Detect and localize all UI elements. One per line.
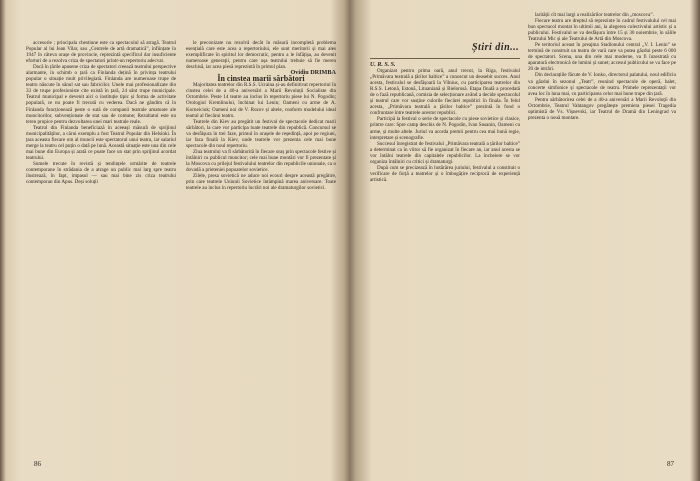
right-column-1 [370,62,520,183]
article-author: Ovidiu DRIMBA [290,69,336,77]
country-label: U. R. S. S. [370,62,396,68]
paragraph: Teatrele din Kiev au pregătit un festival de spectacole dedicat marii sărbători, la care vor participa toate teatrele din republică. Concursul se va desfășura în trei faze, primul în orașele de reședință, apoi pe regiuni, iar faza finală la Kiev, unde teatrele vor prezenta cele mai bune spectacole din noul repertoriu. [186,118,336,149]
paragraph: Organizat pentru prima oară, anul trecut, la Riga, festivalul „Primăvara teatrală a țărilor baltice” a cunoscut un deosebit succes. Anul acesta, festivalul se desfășoară la Vilnius, cu participarea teatrelor din R.S.S. Letonă, Estonă, Lituaniană și Bielorusă. Etapa finală a procedată de o fază republicană, comisia de selecționare având a decide spectacolul și teatrul care vor susține culorile fiecărei republici în finala. În felul acesta, „Primăvara teatrală a țărilor baltice” prezintă în fond o confruntare între teatrele acestor republici. [370,68,520,117]
paragraph: După cum se precizează în hotărârea juriului, festivalul a constituit o verificare de forță a teatrelor și o îmbogățire reciprocă de experiență artistică. [370,164,520,183]
right-page [360,8,678,474]
section-divider [370,58,520,59]
left-column-1 [26,40,176,185]
paragraph: larității cît mai largi a realizărilor teatrelor din „moscova”. [535,12,654,18]
article-heading: În cinstea marii sărbători [217,74,305,84]
section-title: Știri din... [472,42,520,53]
paragraph: Din declarațiile făcute de V. Ionko, directorul palatului, noul edificiu va găzdui în sezonul „Teatr”, reunind spectacole de operă, balet, concerte simfonice și spectacole de teatru. Primele reprezentații vor avea loc în luna mai, cu participarea celor mai bune trupe din țară. [528,72,676,97]
page-number-left: 86 [34,460,41,468]
paragraph: Participă la festival o serie de spectacole cu piese sovietice și clasice, printre care: Spre camp deschis de N. Pogodin, Ivan Susanin, Oameni cu arme, și multe altele. Juriul va acorda premii pentru cea mai bună regie, interpretare și scenografie. [370,116,520,141]
paragraph: Majoritatea teatrelor din R.S.S. Ucraina și-au definitivat repertoriul în cinstea celei de a 40-a aniversări a Marii Revoluții Socialiste din Octombrie. Peste 14 teatre au inclus în repertoriu piese lui N. Pogodin; Orologiul Kremlinului, închinat lui Lenin; Oameni cu arme de A. Korneiciuk; Oameni noi de V. Rozov și altele, conform modelului ideal teatral al fiecărui teatru. [186,82,336,119]
paragraph: Teatrul din Finlanda beneficiază în aceeași măsură de sprijinul municipalităților, a cărui exemplu a fost Teatrul Popular din Helsinki. În țara aceasta fiecare om al muncii este spectatorul unui teatru, iar salariul merge la teatru cel puțin o dată pe lună. Această situație este una din cele mai bune din Europa și arată ce poate face un stat prin sprijinul acordat teatrului. [26,124,176,161]
left-column-2 [186,40,336,191]
paragraph: Dacă în țările apusene criza de spectatori creează teatrului perspective alarmante, în schimb o țară ca Finlanda dețină în privința teatrului popular o situație mult privilegiată. Finlanda are numeroase trupe de teatru născute în sânul sat sau fabricilor. Unele mai profesionalizate din 33 de trupe profesioniste cite există în țară, 24 sânt trupe municipale. Teatrul municipal e devenit aici o instituție tipic și forma de activitate populară, ce nu poate fi trecută cu vederea. Dacă ne gândim că în Finlanda funcționează peste o sută de companii teatrale amatoare ale muncitorilor, subvenționate de stat sau de comune; Rezultatul este un teren propice pentru dezvoltarea unei mari teatrale reale. [26,64,176,125]
paragraph: Sumele trecute în revistă și tendințele urmărite de teatrele contemporane în strădania de a atrage un public mai larg spre teatru ilustrează, în fapt, impasul — sau mai bine zis criza teatrului contemporan din Apus. Deși soluții [26,160,176,186]
paragraph: Succesul înregistrat de festivalul „Primăvara teatrală a țărilor baltice” a determinat ca în viitor să fie organizat în fiecare an, iar anul acesta se vor întâlni teatrele din capitalele republicilor. La încheiere se vor organiza întâlniri cu critici și dramaturgi. [370,140,520,165]
paragraph: Fiecare teatru are dreptul să reprezinte în cadrul festivalului cel mai bun spectacol montat în ultimii ani, la alegerea colectivului artistic și a publicului. Festivalul se va desfășura între 15 și 30 noiembrie, în sălile Teatrului Mic și ale Teatrului de Artă din Moscova. [528,18,676,43]
paragraph: Pentru sărbătorirea celei de a 40-a aniversări a Marii Revoluții din Octombrie, Teatrul Vahtangov pregătește premiera piesei Tragedia optimistă de Vs. Vișnevski, iar Teatrul de Dramă din Leningrad va prezenta o nouă montare. [528,96,676,121]
paragraph: accesorie ; principala chestiune este ca spectacolul să atragă. Teatrul Popular al lui Jean Vilar, sau „Centrele de artă dramatică”, înființate în 1947 în câteva orașe de provincie, reprezintă specificul dar insuficiente eforturi de a rezolva criza de spectatori printr-un repertoriu adecvat. [26,40,176,65]
paragraph: Zilele, presa sovietică ne aduce noi ecouri despre această pregătire, prin care teatrele Uniunii Sovietice întâmpină marea aniversare. Toate teatrele au inclus în repertoriu lucrări noi ale dramaturgilor sovietici. [186,173,336,192]
left-page [26,8,336,474]
paragraph: Ziua teatrului va fi sărbătorită în fiecare oraș prin spectacole festive și întâlniri cu publicul muncitor; cele mai bune montări vor fi prezentate și la Moscova cu prilejul festivalului teatrelor din republicile unionale, ca o dovadă a prieteniei popoarelor sovietice. [186,148,336,173]
right-column-2 [528,12,676,121]
paragraph: Pe teritoriul aceast în preajma Stadionului central „V. I. Lenin” se termină de construit un teatru de vară care va putea găzdui peste 6 000 de spectatori. Scena, una din cele mai moderne, va fi înzestrată cu aparatură electronică de lumini și sunet; accesul publicului se va face pe 20 de intrări. [528,42,676,73]
paragraph: le preconizate nu rezolvă decât în măsură incompletă problema esențială care este acea a repertoriului, ele sunt meritorii și mai ales exemplificate în spiritul lor democratic, pentru a le înfățișa, au devenit numeroase generații, pentru care ușa teatrului trebuie să fie mereu deschisă, iar acea piesă reprezintă în primul plan. [186,40,336,71]
page-number-right: 87 [667,460,674,468]
